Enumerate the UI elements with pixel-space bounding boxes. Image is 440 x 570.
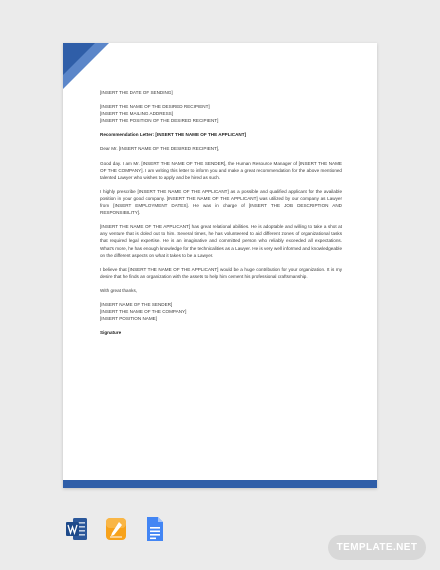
google-docs-icon[interactable] [144, 516, 166, 542]
corner-ribbon-decoration [63, 43, 109, 89]
sender-name-line: [INSERT NAME OF THE SENDER] [100, 301, 173, 307]
template-net-badge[interactable] [328, 535, 426, 560]
subject-line: Recommendation Letter: [INSERT THE NAME OF THE APPLICANT] [100, 132, 247, 138]
letter-body [100, 89, 342, 336]
footer-accent-bar [63, 480, 377, 488]
recipient-position-line: [INSERT THE POSITION OF THE DESIRED RECIPIENT] [100, 118, 219, 124]
paragraph-3: [INSERT THE NAME OF THE APPLICANT] has great relational abilities. He is adoptable and willing to take a shot at any venture that is doled out to him. Several times, he has volunteered to aid different zones of organizational tasks that required legal expertise. He is an imaginative and committed person who reliably exceeded all expectations. What's more, he has enough knowledge for the technicalities as a Lawyer. He is very well informed and knowledgeable on the different aspects on what it takes to be a Lawyer. [100, 224, 342, 258]
date-line: [INSERT THE DATE OF SENDING] [100, 90, 173, 95]
letter-paper [63, 43, 377, 488]
pages-icon[interactable] [105, 516, 127, 542]
brand-label: TEMPLATE.NET [336, 542, 418, 553]
signature-label: Signature [100, 330, 122, 336]
closing-line: With great thanks, [100, 287, 138, 293]
word-icon[interactable] [66, 516, 88, 542]
recipient-name-line: [INSERT THE NAME OF THE DESIRED RECIPIENT] [100, 104, 210, 110]
mailing-address-line: [INSERT THE MAILING ADDRESS] [100, 111, 174, 117]
salutation: Dear Mr. [INSERT NAME OF THE DESIRED RECIPIENT], [100, 146, 220, 152]
compatible-apps [66, 516, 166, 542]
paragraph-1: Good day. I am Mr. [INSERT THE NAME OF THE SENDER], the Human Resource Manager of [INSERT THE NAME OF THE COMPANY]. I am writing this letter to inform you and make a great recommendation for the above mentioned talented Lawyer who wishes to apply and be hired as such. [100, 160, 342, 180]
sender-company-line: [INSERT THE NAME OF THE COMPANY] [100, 309, 187, 315]
paragraph-2: I highly prescribe [INSERT THE NAME OF THE APPLICANT] as a possible and qualified applicant for the available position in your good company. [INSERT THE NAME OF THE APPLICANT] was utilized by our company as Lawyer from [INSERT EMPLOYMENT DATES]. He was in charge of [INSERT THE JOB DESCRIPTION AND RESPONSIBILITY]. [100, 188, 342, 216]
paragraph-4: I believe that [INSERT THE NAME OF THE APPLICANT] would be a huge contribution for your organization. It is my desire that he finds an organization with the assets to help him cement his professional craftsmanship. [100, 266, 342, 279]
sender-position-line: [INSERT POSITION NAME] [100, 316, 158, 322]
